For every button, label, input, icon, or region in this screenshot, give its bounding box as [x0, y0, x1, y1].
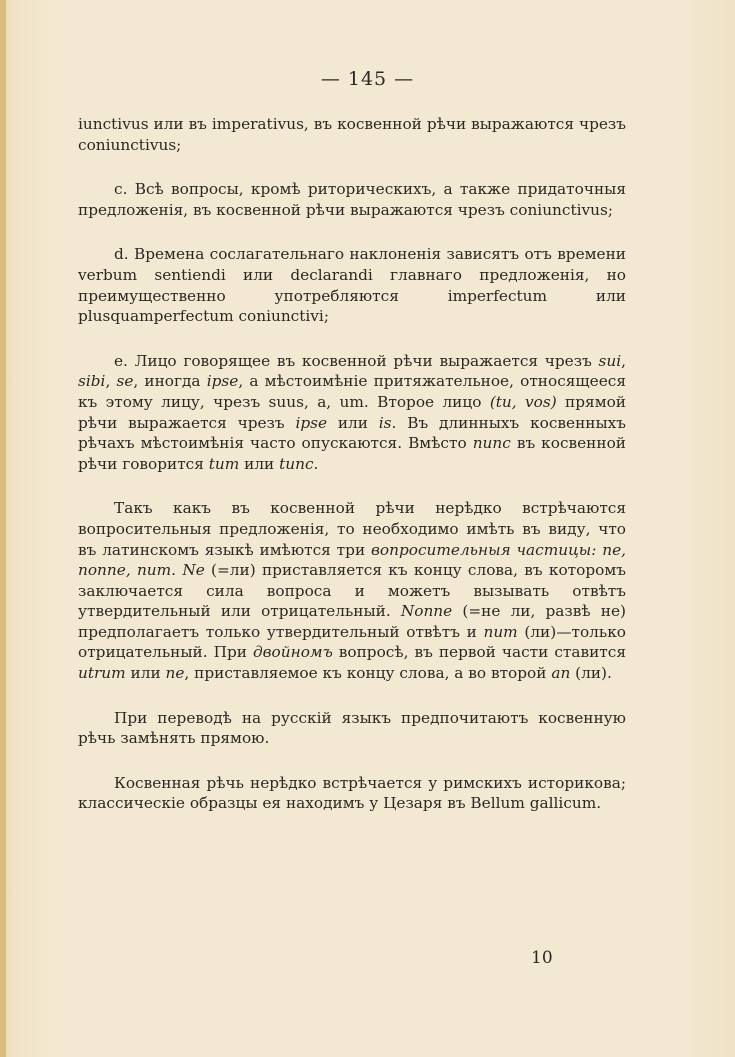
italic-term: tunc — [279, 454, 314, 473]
italic-term: двойномъ — [252, 643, 333, 662]
italic-term: (tu, vos) — [489, 392, 557, 411]
text-run: или — [239, 454, 280, 473]
text-run: . — [313, 454, 319, 473]
italic-term: sui — [598, 351, 622, 370]
text-run: , приставляемое къ концу слова, а во второй — [184, 664, 552, 683]
text-run: Такъ какъ въ косвенной рѣчи нерѣдко встрѣчаются вопросительныя предложенія, то необходимо имѣть въ виду, что въ латинскомъ языкѣ имѣются три — [78, 499, 626, 559]
text-run: , а мѣстоимѣніе притяжательное, относящееся къ этому лицу, чрезъ suus, a, um. Второе лицо — [78, 372, 626, 411]
italic-term: ipse — [295, 413, 328, 432]
italic-term: nunc — [472, 434, 511, 453]
paragraph-1: iunctivus или въ imperativus, въ косвенной рѣчи выражаются чрезъ coniunctivus; — [78, 115, 626, 154]
italic-term: Ne — [182, 561, 205, 580]
paragraph-3-item-d: d. Времена сослагательнаго наклоненія зависятъ отъ времени verbum sentiendi или declarandi главнаго предложенія, но преимущественно употребляются imperfectum или plusquamperfectum coniunctivi; — [78, 245, 626, 326]
italic-term: sibi — [78, 372, 106, 391]
italic-term: utrum — [78, 664, 126, 683]
text-run: (=ли) приставляется къ концу слова, въ которомъ заключается сила вопроса и можетъ вызывать отвѣтъ утвердительный или отрицательный. — [78, 561, 626, 621]
text-run: , иногда — [133, 372, 207, 391]
text-run: или — [327, 413, 379, 432]
italic-term: ipse — [206, 372, 239, 391]
text-run: вопросѣ, въ первой части ставится — [332, 643, 626, 662]
text-run: e. Лицо говорящее въ косвенной рѣчи выражается чрезъ — [114, 351, 599, 370]
text-run: (ли)—только отрицательный. При — [78, 622, 626, 662]
text-run: (ли). — [570, 664, 612, 683]
text-run: . Въ длинныхъ косвенныхъ рѣчахъ мѣстоимѣнія часто опускаются. Вмѣсто — [78, 413, 626, 453]
text-run: въ косвенной рѣчи говорится — [78, 434, 626, 473]
text-run: или — [125, 664, 166, 683]
italic-term: se — [116, 372, 134, 391]
text-run: (=не ли, развѣ не) предполагаетъ только утвердительный отвѣтъ и — [78, 602, 626, 641]
page-body — [78, 114, 626, 838]
paragraph-4-item-e — [78, 351, 626, 475]
signature-number: 10 — [531, 948, 553, 968]
text-run: . — [171, 561, 183, 580]
italic-term: is — [378, 413, 392, 432]
italic-term: вопросительныя частицы: ne, nonne, num — [78, 540, 626, 580]
italic-term: tum — [208, 454, 240, 473]
page-number: — 145 — — [320, 68, 415, 90]
italic-term: ne — [165, 664, 185, 683]
paragraph-7-historians: Косвенная рѣчь нерѣдко встрѣчается у римскихъ историкова; классическіе образцы ея находимъ у Цезаря въ Bellum gallicum. — [78, 773, 626, 813]
italic-term: an — [551, 664, 571, 683]
paragraph-6-translation: При переводѣ на русскій языкъ предпочитаютъ косвенную рѣчь замѣнять прямою. — [78, 708, 626, 748]
paragraph-5-questions — [78, 498, 626, 683]
text-run: прямой рѣчи выражается чрезъ — [78, 392, 626, 432]
italic-term: num — [483, 622, 518, 641]
text-run: , — [105, 372, 117, 391]
text-run: , — [621, 351, 626, 370]
paragraph-2-item-c: c. Всѣ вопросы, кромѣ риторическихъ, а также придаточныя предложенія, въ косвенной рѣчи выражаются чрезъ coniunctivus; — [78, 180, 626, 219]
italic-term: Nonne — [400, 602, 453, 621]
